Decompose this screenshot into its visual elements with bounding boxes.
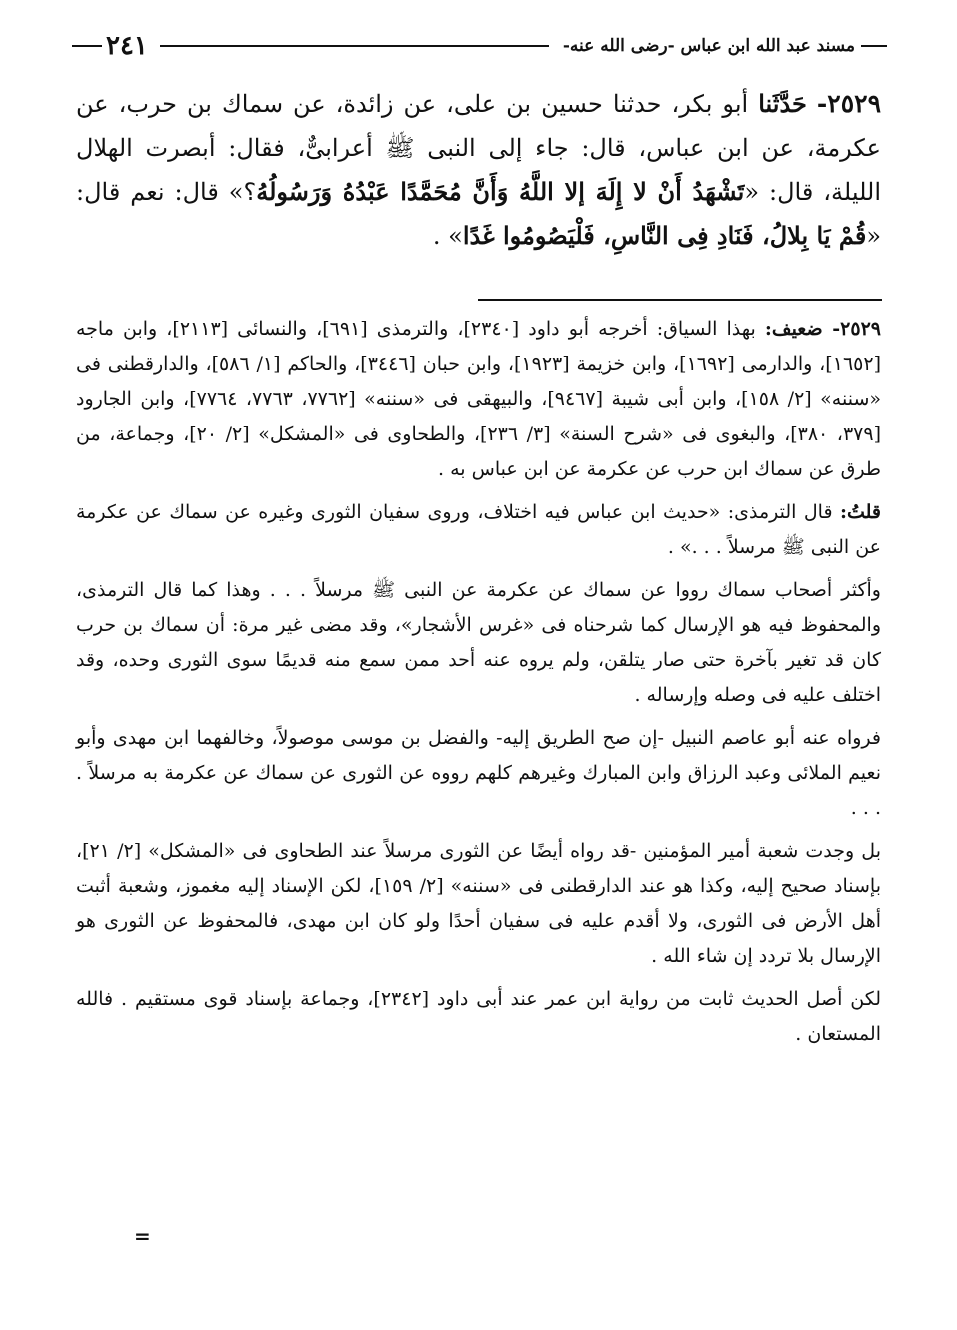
qult-label: قلتُ: (839, 501, 881, 523)
note-takhrij (76, 312, 881, 487)
header-rule (160, 45, 549, 47)
hadith-close: » . (432, 222, 463, 250)
note-paragraph-6: لكن أصل الحديث ثابت من رواية ابن عمر عند أبى داود [٢٣٤٢]، وجماعة بإسناد قوى مستقيم . فالله المستعان . (76, 988, 881, 1045)
note-paragraph-3: وأكثر أصحاب سماك رووا عن سماك عن عكرمة عن النبى ﷺ مرسلاً . . . وهذا كما قال الترمذى، والمحفوظ فيه هو الإرسال كما شرحناه فى «غرس الأشجار»، وقد مضى غير مرة: أن سماك بن حرب كان قد تغير بآخرة حتى صار يتلقن، ولم يروه عنه أحد ممن سمع منه قديمًا سوى الثورى وحده، وقد اختلف عليه فى وصله وإرساله . (76, 579, 881, 706)
commentary (76, 312, 881, 1060)
hadith-middle: ؟» قال: نعم قال: « (76, 178, 881, 250)
hadith-chain: أبو بكر، حدثنا حسين بن على، عن زائدة، عن سماك بن حرب، عن عكرمة، عن ابن عباس، قال: جاء إلى النبى ﷺ أعرابىٌّ، فقال: أبصرت الهلال الليلة، قال: « (76, 90, 881, 206)
prophet-command: قُمْ يَا بِلالُ، فَنَادِ فِى النَّاسِ، فَلْيَصُومُوا غَدًا (462, 221, 867, 250)
note-qult-text: قال الترمذى: «حديث ابن عباس فيه اختلاف، وروى سفيان الثورى وغيره عن سماك عن عكرمة عن النبى ﷺ مرسلاً . . .» . (76, 501, 881, 558)
note-label: ٢٥٢٩- ضعيف: (764, 318, 881, 340)
note-takhrij-text: بهذا السياق: أخرجه أبو داود [٢٣٤٠]، والترمذى [٦٩١]، والنسائى [٢١١٣]، وابن ماجه [١٦٥٢]، والدارمى [١٦٩٢]، وابن خزيمة [١٩٢٣]، وابن حبان [٣٤٤٦]، والحاكم [١/ ٥٨٦]، والدارقطنى فى «سننه» [٢/ ١٥٨]، وابن أبى شيبة [٩٤٦٧]، والبيهقى فى «سننه» [٧٧٦٢، ٧٧٦٣، ٧٧٦٤]، وابن الجارود [٣٧٩، ٣٨٠]، والبغوى فى «شرح السنة» [٣/ ٢٣٦]، والطحاوى فى «المشكل» [٢/ ٢٠]، وجماعة، من طرق عن سماك ابن حرب عن عكرمة عن ابن عباس به . (76, 318, 881, 480)
note-paragraph-4: فرواه عنه أبو عاصم النبيل -إن صح الطريق إليه- والفضل بن موسى موصولاً، وخالفهما ابن مهدى وأبو نعيم الملائى وعبد الرزاق وابن المبارك وغيرهم كلهم رووه عن الثورى عن سماك عن عكرمة به مرسلاً . . . . (76, 727, 881, 819)
hadith-number: ٢٥٢٩- (816, 89, 881, 118)
hadith-text (76, 82, 881, 258)
note-qult (76, 495, 881, 565)
continuation-mark: = (134, 1224, 151, 1248)
header-rule-start (861, 45, 887, 47)
running-header (72, 28, 887, 64)
running-title: مسند عبد الله ابن عباس -رضى الله عنه- (562, 36, 855, 56)
page-number: ٢٤١ (106, 31, 148, 61)
prophet-question: تَشْهَدُ أَنْ لا إِلَهَ إلا اللَّهُ وَأَنَّ مُحَمَّدًا عَبْدُهُ وَرَسُولُهُ (256, 177, 745, 206)
header-rule-end (72, 45, 102, 47)
note-paragraph-5: بل وجدت شعبة أمير المؤمنين -قد رواه أيضًا عن الثورى مرسلاً عند الطحاوى فى «المشكل» [٢/ ٢١]، بإسناد صحيح إليه، وكذا هو عند الدارقطنى فى «سننه» [٢/ ١٥٩]، لكن الإسناد إليه مغموز، وشعبة أثبت أهل الأرض فى الثورى، ولا أقدم عليه فى سفيان أحدًا ولو كان ابن مهدى، فالمحفوظ عن الثورى هو الإرسال بلا تردد إن شاء الله . (76, 840, 882, 967)
hadith-opening: حَدَّثَنا (758, 89, 807, 118)
footnote-separator (478, 299, 882, 301)
